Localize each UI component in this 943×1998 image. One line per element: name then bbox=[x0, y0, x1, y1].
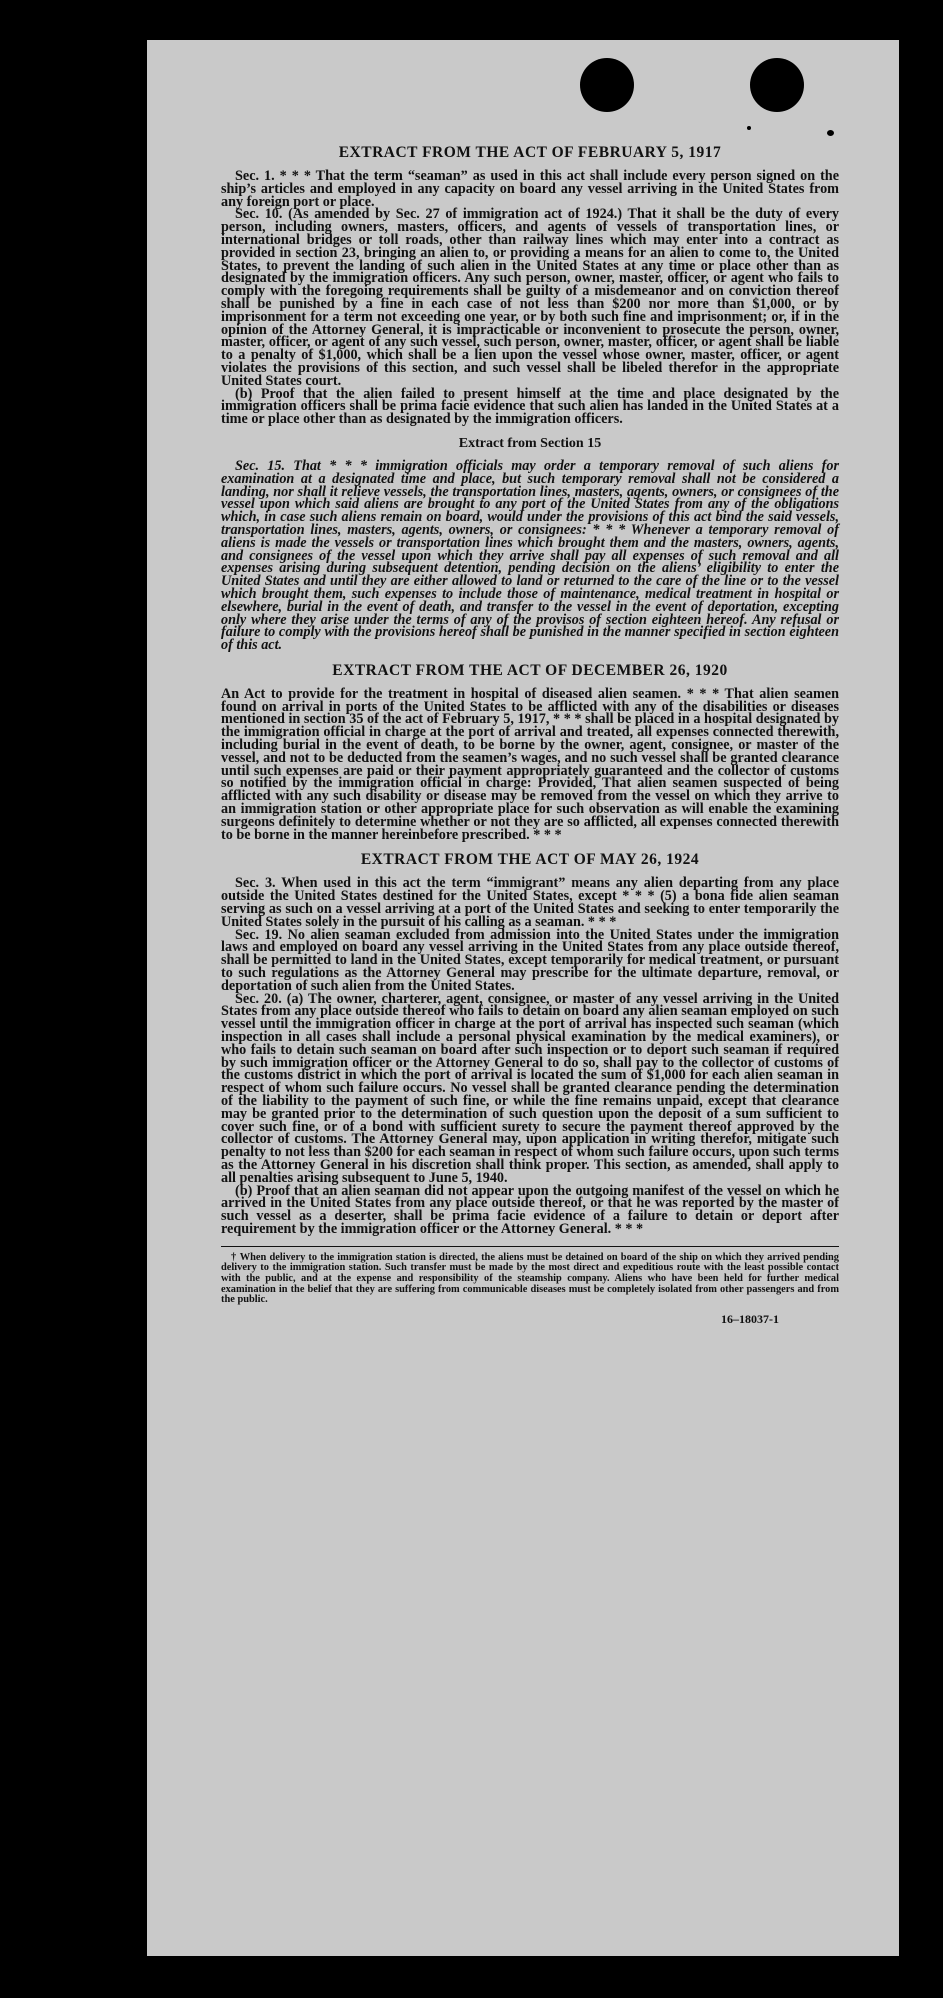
speck bbox=[747, 126, 751, 130]
footnote: † When delivery to the immigration station is directed, the aliens must be detained on board of the ship on which they arrived pending delivery to the immigration station. Such transfer must be made by the most direct and expeditious route with the least possible contact with the public, and at the expense and responsibility of the steamship company. Aliens who have been held for further medical examination in the belief that they are suffering from communicable diseases must be completely isolated from other passengers and from the public. bbox=[221, 1251, 839, 1306]
section-heading: EXTRACT FROM THE ACT OF MAY 26, 1924 bbox=[360, 851, 700, 869]
form-code: 16–18037-1 bbox=[721, 1311, 779, 1326]
section-19-paragraph: Sec. 19. No alien seaman excluded from admission into the United States under the immigration laws and employed on board any vessel arriving in the United States from any place outside thereof, shall be permitted to land in the United States, except temporarily for medical treatment, or pursuant to such regulations as the Attorney General may prescribe for the ultimate departure, removal, or deportation of such alien from the United States. bbox=[221, 926, 839, 994]
section-20b-paragraph: (b) Proof that an alien seaman did not appear upon the outgoing manifest of the vessel on which he arrived in the United States from any place outside thereof, or that he was reported by the master of such vessel as a deserter, shall be prima facie evidence of a failure to detain or deport after requirement by the immigration officer or the Attorney General. * * * bbox=[221, 1182, 839, 1237]
section-heading: EXTRACT FROM THE ACT OF FEBRUARY 5, 1917 bbox=[338, 144, 722, 161]
section-heading: EXTRACT FROM THE ACT OF DECEMBER 26, 1920 bbox=[332, 661, 728, 679]
section-1-paragraph: Sec. 1. * * * That the term “seaman” as used in this act shall include every person signed on the ship’s articles and employed in any capacity on board any vessel arriving in the United States from any foreign port or place. bbox=[221, 168, 839, 210]
section-3-paragraph: Sec. 3. When used in this act the term “immigrant” means any alien departing from any place outside the United States destined for the United States, except * * * (5) a bona fide alien seaman serving as such on a vessel arriving at a port of the United States and seeking to enter temporarily the United States solely in the pursuit of his calling as a seaman. * * * bbox=[221, 875, 839, 930]
section-subheading: Extract from Section 15 bbox=[458, 435, 602, 451]
section-15-extract bbox=[221, 436, 839, 652]
section-10b-paragraph: (b) Proof that the alien failed to present himself at the time and place designated by the immigration officers shall be prima facie evidence that such alien has landed in the United States at a time or place other than as designated by the immigration officers. bbox=[221, 385, 839, 428]
section-dec-1920 bbox=[221, 662, 839, 842]
document-page bbox=[147, 40, 899, 1956]
hospital-act-paragraph: An Act to provide for the treatment in hospital of diseased alien seamen. * * * That alien seamen found on arrival in ports of the United States to be afflicted with any of the disabilities or diseases mentioned in section 35 of the act of February 5, 1917, * * * shall be placed in a hospital designated by the immigration official in charge at the port of arrival and treated, all expenses connected therewith, including burial in the event of death, to be borne by the owner, agent, consignee, or master of the vessel, and not to be deducted from the seamen’s wages, and no such vessel shall be granted clearance until such expenses are paid or their payment appropriately guaranteed and the collector of customs so notified by the immigration official in charge: Provided, That alien seamen suspected of being afflicted with any such disability or disease may be removed from the vessel on which they arrive to an immigration station or other appropriate place for such observation as will enable the examining surgeons definitely to determine whether or not they are so afflicted, all expenses connected therewith to be borne in the manner hereinbefore prescribed. * * * bbox=[221, 685, 839, 843]
speck bbox=[827, 130, 834, 136]
punch-hole bbox=[750, 58, 804, 112]
section-10-paragraph: Sec. 10. (As amended by Sec. 27 of immigration act of 1924.) That it shall be the duty of every person, including owners, masters, officers, and agents of vessels of transportation lines, or international bridges or toll roads, other than railway lines which may enter into a contract as provided in section 23, bringing an alien to, or providing a means for an alien to come to, the United States, to prevent the landing of such alien in the United States at any time or place other than as designated by the immigration officers. Any such person, owner, master, officer, or agent who fails to comply with the foregoing requirements shall be guilty of a misdemeanor and on conviction thereof shall be punished by a fine in each case of not less than $200 nor more than $1,000, or by imprisonment for a term not exceeding one year, or by both such fine and imprisonment; or, if in the opinion of the Attorney General, it is impracticable or inconvenient to prosecute the person, owner, master, officer, or agent of any such vessel, such person, owner, master, officer, or agent shall be liable to a penalty of $1,000, which shall be a lien upon the vessel whose owner, master, officer, or agent violates the provisions of this section, and such vessel shall be libeled therefor in the appropriate United States court. bbox=[221, 206, 839, 389]
speck bbox=[141, 90, 146, 95]
section-20a-paragraph: Sec. 20. (a) The owner, charterer, agent, consignee, or master of any vessel arriving in the United States from any place outside thereof who fails to detain on board any alien seaman employed on such vessel until the immigration officer in charge at the port of arrival has inspected such seaman (which inspection in all cases shall include a personal physical examination by the medical examiners), or who fails to detain such seaman on board after such inspection or to deport such seaman if required by such immigration officer or the Attorney General to do so, shall pay to the collector of customs of the customs district in which the port of arrival is located the sum of $1,000 for each alien seaman in respect of whom such failure occurs. No vessel shall be granted clearance pending the determination of the liability to the payment of such fine, or while the fine remains unpaid, except that clearance may be granted prior to the determination of such question upon the deposit of a sum sufficient to cover such fine, or of a bond with sufficient surety to secure the payment thereof approved by the collector of customs. The Attorney General may, upon application in writing therefor, mitigate such penalty to not less than $200 for each seaman in respect of whom such failure occurs, upon such terms as the Attorney General in his discretion shall think proper. This section, as amended, shall apply to all penalties arising subsequent to June 5, 1940. bbox=[221, 990, 839, 1186]
footnote-divider bbox=[221, 1246, 839, 1247]
section-feb-1917 bbox=[221, 144, 839, 426]
section-15-paragraph: Sec. 15. That * * * immigration officials may order a temporary removal of such aliens for examination at a designated time and place, but such temporary removal shall not be considered a landing, nor shall it relieve vessels, the transportation lines, masters, agents, owners, or consignees of the vessel upon which said aliens are brought to any port of the United States from any of the obligations which, in case such aliens remain on board, would under the provisions of this act bind the said vessels, transportation lines, masters, agents, owners, or consignees: * * * Whenever a temporary removal of aliens is made the vessels or transportation lines which brought them and the masters, owners, agents, and consignees of the vessel upon which they arrive shall pay all expenses of such removal and all expenses arising during subsequent detention, pending decision on the aliens’ eligibility to enter the United States and until they are either allowed to land or returned to the care of the line or to the vessel which brought them, such expenses to include those of maintenance, medical treatment in hospital or elsewhere, burial in the event of death, and transfer to the vessel in the event of deportation, excepting only where they arise under the terms of any of the provisos of section eighteen hereof. Any refusal or failure to comply with the provisions hereof shall be punished in the manner specified in section eighteen of this act. bbox=[221, 457, 839, 654]
section-may-1924 bbox=[221, 851, 839, 1235]
punch-hole bbox=[580, 58, 634, 112]
